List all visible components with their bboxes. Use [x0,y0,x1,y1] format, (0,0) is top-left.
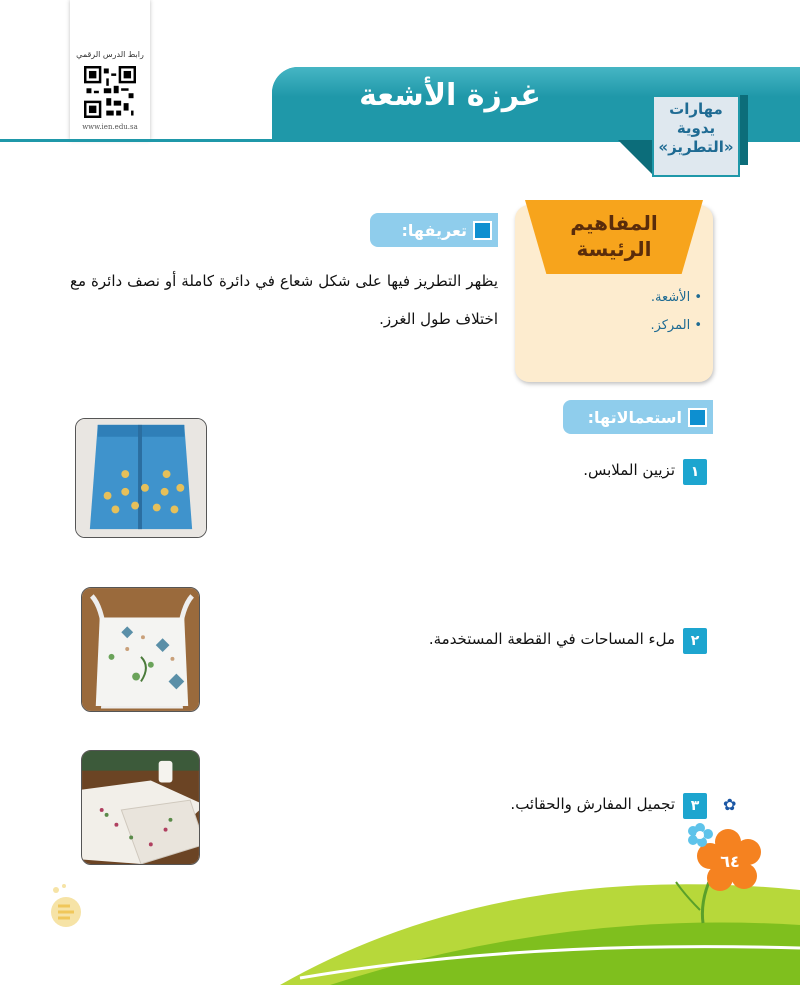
publisher-logo-icon [46,880,86,930]
square-bullet-icon [688,408,707,427]
qr-code[interactable] [84,66,136,118]
use-item-text: تجميل المفارش والحقائب. [510,795,675,813]
use-number-badge: ٢ [683,628,707,654]
bag-image [82,588,199,711]
unit-label: مهارات يدوية «التطريز» [658,100,734,156]
use-number-badge: ١ [683,459,707,485]
embroidered-bag-photo [81,587,200,712]
uses-label-text: استعمالاتها: [587,407,682,427]
embroidered-skirt-photo [75,418,207,538]
qr-tab [70,0,150,140]
use-item-text: ملء المساحات في القطعة المستخدمة. [428,630,675,648]
unit-fold [618,140,652,174]
qr-url[interactable]: www.ien.edu.sa [82,123,138,131]
definition-label-text: تعريفها: [401,220,467,240]
definition-label [370,213,498,247]
skirt-image [76,419,206,537]
qr-caption: رابط الدرس الرقمي [76,50,144,59]
flower-bullet-icon: ✿ [723,795,737,814]
use-number-badge: ٣ [683,793,707,819]
concept-item: • الأشعة. [650,290,702,305]
square-bullet-icon [473,221,492,240]
definition-text: يظهر التطريز فيها على شكل شعاع في دائرة كاملة أو نصف دائرة مع اختلاف طول الغرز. [70,272,498,328]
page-number: ٦٤ [720,852,740,871]
use-item-text: تزيين الملابس. [583,461,675,479]
concept-item: • المركز. [650,318,702,333]
lesson-title: غرزة الأشعة [359,78,541,113]
unit-box-edge [740,95,748,165]
concepts-title: المفاهيم الرئيسة [570,211,658,261]
footer-decoration [0,820,800,985]
uses-label [563,400,713,434]
